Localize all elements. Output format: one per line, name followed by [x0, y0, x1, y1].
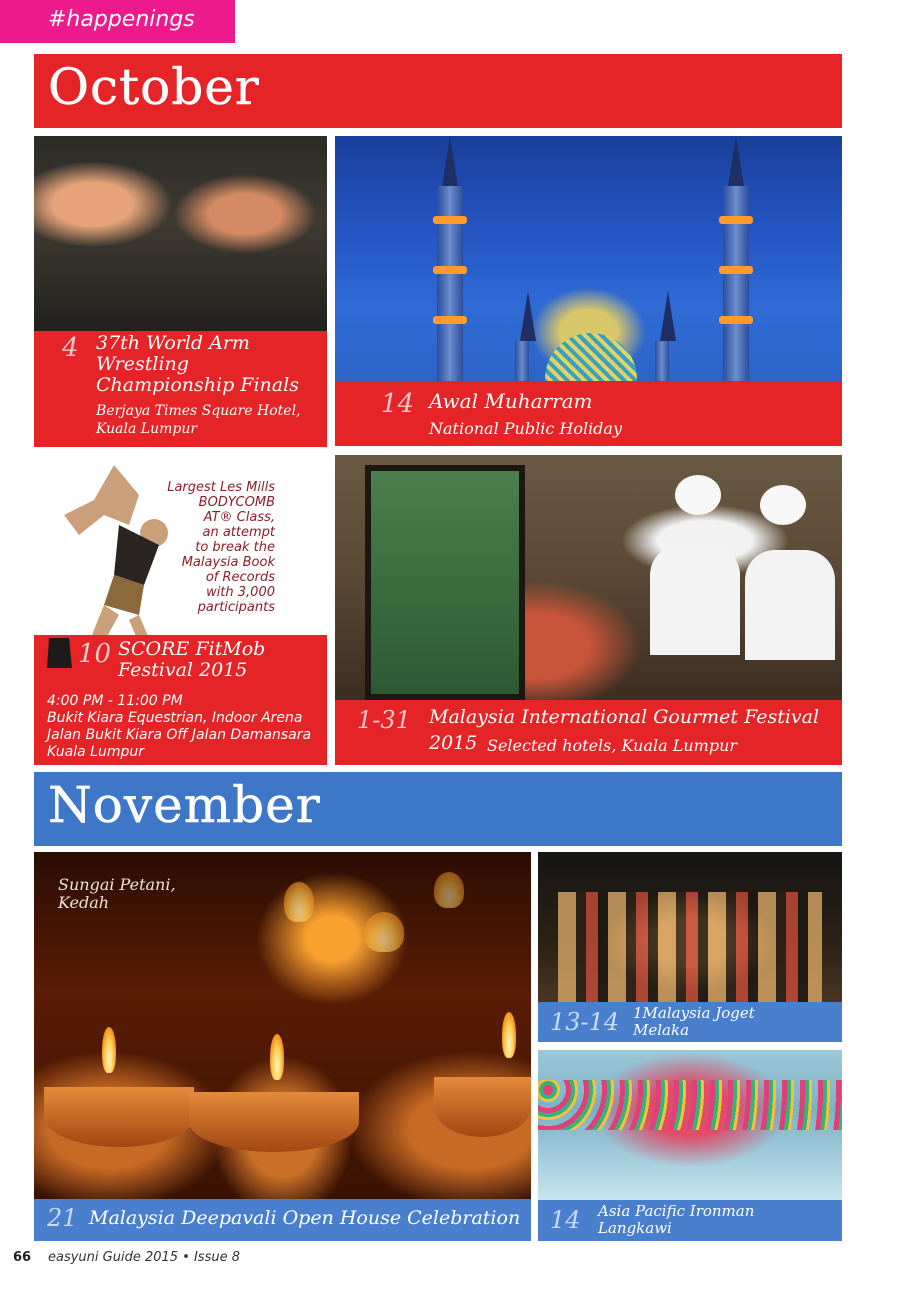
section-tag-label: #happenings	[48, 7, 195, 32]
event-title-line: Melaka	[633, 1021, 690, 1039]
event-title-year: 2015	[429, 732, 478, 754]
event-location-line: Kedah	[58, 893, 110, 912]
arm-wrestling-photo	[34, 136, 327, 331]
arm-wrestling-caption	[34, 331, 327, 447]
event-title: Malaysia International Gourmet Festival	[429, 706, 820, 728]
event-details-line: Kuala Lumpur	[47, 744, 145, 760]
month-header-november	[34, 772, 842, 846]
blurb-line: participants	[197, 600, 275, 615]
publication-credit: easyuni Guide 2015 • Issue 8	[48, 1250, 240, 1265]
event-title-line: Langkawi	[598, 1219, 672, 1237]
blurb-line: Largest Les Mills	[167, 480, 275, 495]
chef-coat	[745, 550, 835, 660]
awal-muharram-caption	[335, 381, 842, 446]
event-title	[96, 333, 299, 396]
event-title-line: Festival 2015	[118, 659, 248, 681]
dome	[545, 333, 637, 381]
fitmob-blurb	[167, 480, 275, 615]
dancers-group	[558, 892, 822, 1002]
event-day: 21	[47, 1204, 78, 1232]
section-tag	[0, 0, 235, 43]
event-details-line: Bukit Kiara Equestrian, Indoor Arena	[47, 710, 303, 726]
ironman-caption	[538, 1200, 842, 1241]
joget-caption	[538, 1002, 842, 1042]
minaret	[437, 186, 463, 381]
minaret	[655, 341, 669, 381]
mosque-photo	[335, 136, 842, 381]
event-venue	[96, 402, 301, 438]
swimmer-caps	[538, 1080, 842, 1130]
event-details	[47, 693, 311, 761]
month-title: October	[48, 58, 260, 116]
event-title-line: Wrestling	[96, 353, 189, 375]
event-title	[118, 639, 265, 681]
joget-photo	[538, 852, 842, 1002]
deepavali-photo	[34, 852, 531, 1199]
event-title-line: Asia Pacific Ironman	[598, 1202, 755, 1220]
event-day: 14	[381, 389, 415, 419]
gourmet-photo	[335, 455, 842, 700]
fitmob-blurb-area	[34, 455, 327, 635]
page-number: 66	[13, 1250, 32, 1265]
event-details-line: Jalan Bukit Kiara Off Jalan Damansara	[47, 727, 312, 743]
minaret	[515, 341, 529, 381]
event-day: 13-14	[550, 1008, 620, 1036]
fitmob-caption	[34, 635, 327, 765]
chef-coat	[650, 545, 740, 655]
event-subtitle: National Public Holiday	[429, 419, 622, 438]
chef-hat	[675, 475, 721, 515]
window-frame	[365, 465, 525, 700]
event-location-line: Sungai Petani,	[58, 875, 176, 894]
shoe-icon	[44, 635, 74, 673]
minaret	[723, 186, 749, 381]
blurb-line: with 3,000	[206, 585, 275, 600]
gourmet-caption	[335, 700, 842, 765]
event-day: 10	[78, 639, 112, 669]
event-title	[633, 1005, 755, 1039]
event-venue-line: Kuala Lumpur	[96, 421, 198, 437]
event-location	[58, 876, 176, 912]
ironman-photo	[538, 1050, 842, 1200]
event-title	[598, 1203, 754, 1237]
event-title-line: Championship Finals	[96, 374, 299, 396]
blurb-line: AT® Class,	[203, 510, 275, 525]
month-title: November	[48, 776, 321, 834]
event-title: Malaysia Deepavali Open House Celebration	[89, 1207, 521, 1229]
event-day: 14	[550, 1206, 581, 1234]
blurb-line: to break the	[195, 540, 275, 555]
event-title: Awal Muharram	[429, 389, 593, 413]
deepavali-caption	[34, 1199, 531, 1241]
event-title-line: 1Malaysia Joget	[633, 1004, 755, 1022]
dancer-figure	[44, 455, 184, 635]
chef-hat	[760, 485, 806, 525]
event-title-line: SCORE FitMob	[118, 638, 266, 660]
event-details-line: 4:00 PM - 11:00 PM	[47, 693, 183, 709]
event-venue-line: Berjaya Times Square Hotel,	[96, 403, 301, 419]
event-venue: Selected hotels, Kuala Lumpur	[487, 736, 738, 755]
month-header-october	[34, 54, 842, 128]
blurb-line: BODYCOMB	[198, 495, 275, 510]
event-day: 1-31	[357, 706, 411, 734]
event-day: 4	[62, 333, 79, 363]
blurb-line: an attempt	[202, 525, 275, 540]
event-title-line: 37th World Arm	[96, 332, 250, 354]
blurb-line: Malaysia Book	[181, 555, 275, 570]
blurb-line: of Records	[205, 570, 275, 585]
